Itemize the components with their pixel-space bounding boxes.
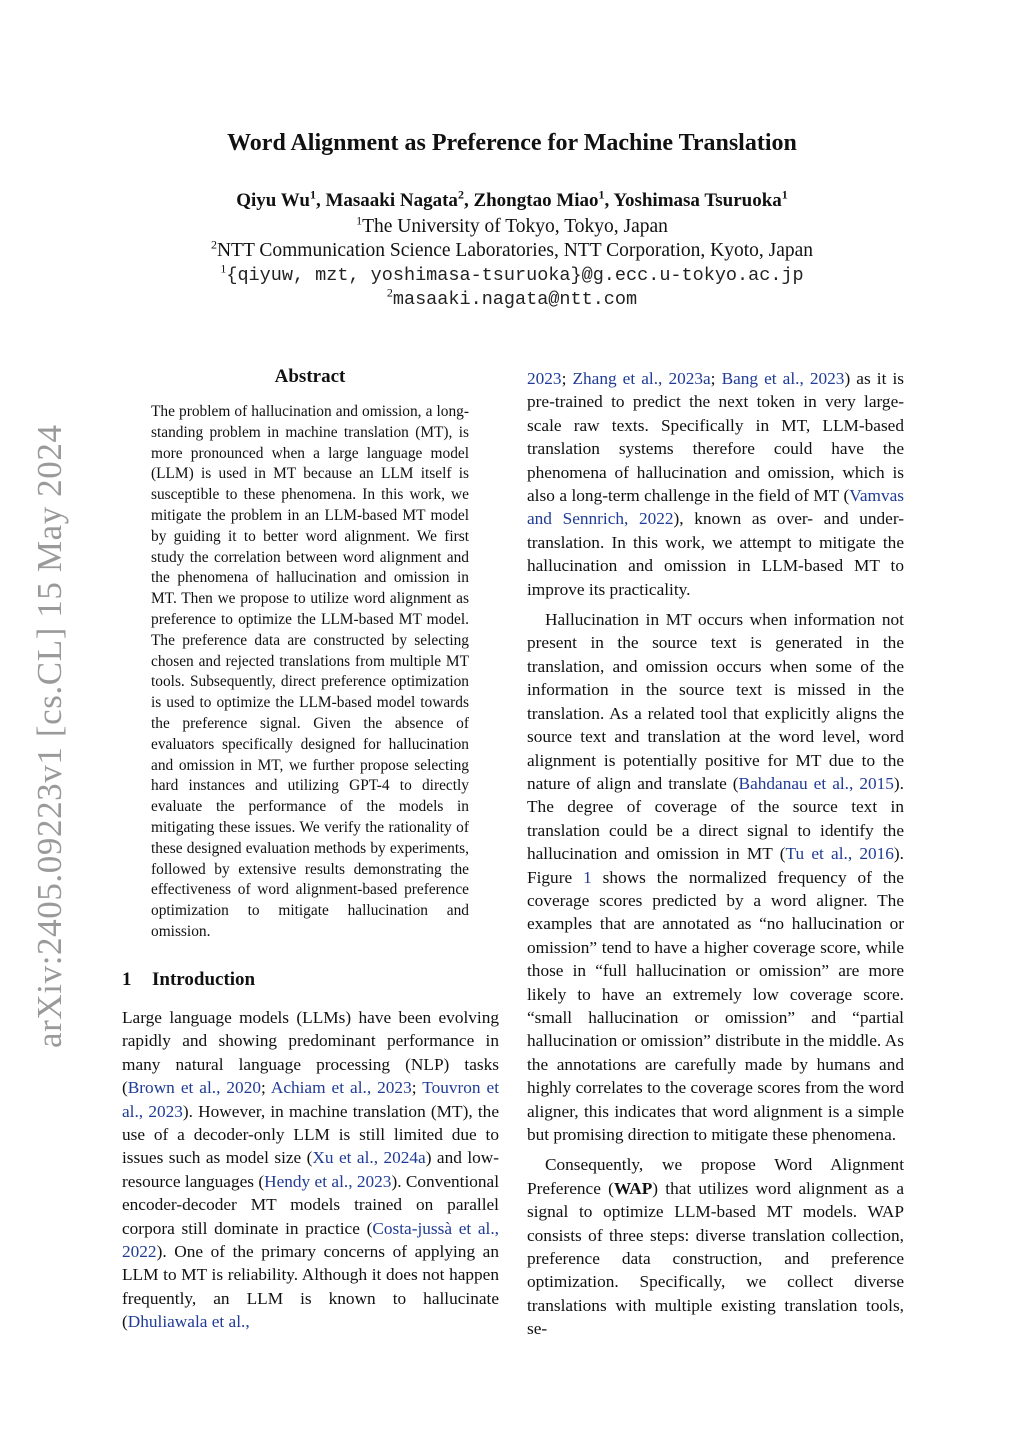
section-number: 1	[122, 969, 132, 990]
right-column-text	[527, 367, 904, 1341]
text-run: ;	[561, 369, 573, 388]
author-affil-mark: 2	[457, 187, 464, 202]
citation-link[interactable]: Vamvas and Sennrich, 2022	[527, 486, 904, 529]
text-run: Large language models (LLMs) have been evolving rapidly and showing predominant performance in many natural language processing (NLP) tasks (	[122, 1008, 499, 1098]
author-affil-mark: 1	[309, 187, 316, 202]
text-run: ;	[411, 1078, 423, 1098]
citation-link[interactable]: Bang et al., 2023	[721, 369, 845, 388]
abstract-heading: Abstract	[274, 366, 346, 387]
text-run: ) and low-resource languages (	[122, 1148, 499, 1191]
affiliation-1	[0, 213, 1024, 238]
email-2	[0, 285, 1024, 310]
paper-title: Word Alignment as Preference for Machine Translation	[227, 130, 797, 156]
text-run: ;	[710, 369, 722, 388]
author-name: Qiyu Wu	[236, 190, 310, 211]
email-text: {qiyuw, mzt, yoshimasa-tsuruoka}@g.ecc.u-tokyo.ac.jp	[226, 265, 804, 286]
citation-link[interactable]: Xu et al., 2024a	[312, 1148, 426, 1168]
text-run: ), known as over- and under-translation. In this work, we attempt to mitigate the hallucination and omission in LLM-based MT to improve its practicality.	[527, 509, 905, 599]
method-acronym: WAP	[613, 1178, 653, 1198]
text-run: Consequently, we propose Word Alignment Preference (	[527, 1155, 904, 1198]
text-run: ) that utilizes word alignment as a signal to optimize LLM-based MT models. WAP consists of three steps: diverse translation collection, preference data construction, and preference optimization. Specifically, we collect diverse translations with multiple existing translation tools, se-	[527, 1178, 904, 1339]
left-column-text	[122, 1006, 499, 1334]
author-list: Qiyu Wu$^1$, Masaaki Nagata$^2$, Zhongtao Miao$^1$, Yoshimasa Tsuruoka$^1$	[236, 187, 788, 211]
citation-link[interactable]: Bahdanau et al., 2015	[738, 773, 894, 793]
author-affil-mark: 1	[598, 187, 605, 202]
citation-link[interactable]: Zhang et al., 2023a	[572, 369, 711, 388]
email-1	[0, 261, 1024, 286]
citation-link[interactable]: Brown et al., 2020	[127, 1078, 261, 1098]
author-name: Zhongtao Miao	[473, 190, 599, 211]
text-run: ). The degree of coverage of the source text in translation could be a direct signal to identify the hallucination and omission in MT (	[527, 773, 904, 864]
citation-link[interactable]: Tu et al., 2016	[785, 844, 894, 864]
text-run: Hallucination in MT occurs when information not present in the source text is generated in the translation, and omission occurs when some of the information in the source text is missed in the translation. As a related tool that explicitly aligns the source text and translation at the word level, word alignment is potentially positive for MT due to the nature of align and translate (	[527, 610, 904, 793]
intro-paragraph-3	[527, 1153, 904, 1340]
figure-ref-link[interactable]: 1	[583, 867, 592, 887]
affil-mark: 2	[210, 237, 217, 252]
text-run: ). One of the primary concerns of applying an LLM to MT is reliability. Although it does not happen frequently, an LLM is known to hallucinate (	[122, 1242, 499, 1332]
affil-mark: 2	[386, 285, 393, 300]
citation-link[interactable]: Dhuliawala et al.,	[127, 1312, 250, 1332]
intro-paragraph-1-continued	[527, 367, 904, 601]
arxiv-sidebar-stamp: arXiv:2405.09223v1 [cs.CL] 15 May 2024	[30, 424, 69, 1048]
text-run: ). However, in machine translation (MT), the use of a decoder-only LLM is still limited due to issues such as model size (	[122, 1101, 499, 1168]
affil-text: NTT Communication Science Laboratories, NTT Corporation, Kyoto, Japan	[216, 240, 814, 261]
section-heading-introduction	[122, 969, 255, 991]
affil-mark: 1	[356, 213, 363, 228]
citation-link[interactable]: Costa-jussà et al., 2022	[122, 1218, 499, 1262]
affil-text: The University of Tokyo, Tokyo, Japan	[362, 216, 668, 237]
email-text: masaaki.nagata@ntt.com	[392, 289, 638, 310]
citation-link[interactable]: Achiam et al., 2023	[270, 1078, 412, 1098]
intro-paragraph-2	[527, 608, 904, 1146]
author-name: Masaaki Nagata	[325, 190, 458, 211]
text-run: shows the normalized frequency of the coverage scores predicted by a word aligner. The examples that are annotated as “no hallucination or omission” tend to have a higher coverage score, while those in “full hallucination or omission” are more likely to have an extremely low coverage score. “small hallucination or omission” and “partial hallucination or omission” distribute in the middle. As the annotations are carefully made by humans and highly correlates to the coverage scores from the word aligner, this indicates that word alignment is a simple but promising direction to mitigate these phenomena.	[527, 867, 904, 1144]
text-run: ). Conventional encoder-decoder MT models trained on parallel corpora still dominate in practice (	[122, 1171, 499, 1238]
citation-link[interactable]: Touvron et al., 2023	[122, 1078, 500, 1121]
author-name: Yoshimasa Tsuruoka	[613, 190, 782, 211]
text-run: ). Figure	[527, 844, 904, 887]
text-run: ;	[260, 1078, 271, 1098]
section-title: Introduction	[152, 969, 256, 990]
abstract-body: The problem of hallucination and omission, a long-standing problem in machine translation (MT), is more pronounced when a large language model (LLM) is used in MT because an LLM itself is susceptible to these phenomena. In this work, we mitigate the problem in an LLM-based MT model by guiding it to better word alignment. We first study the correlation between word alignment and the phenomena of hallucination and omission in MT. Then we propose to utilize word alignment as preference to optimize the LLM-based MT model. The preference data are constructed by selecting chosen and rejected translations from multiple MT tools. Subsequently, direct preference optimization is used to optimize the LLM-based model towards the preference signal. Given the absence of evaluators specifically designed for hallucination and omission in MT, we further propose selecting hard instances and utilizing GPT-4 to directly evaluate the performance of the models in mitigating these issues. We verify the rationality of these designed evaluation methods by experiments, followed by extensive results demonstrating the effectiveness of word alignment-based preference optimization to mitigate hallucination and omission.	[151, 403, 469, 940]
text-run: ) as it is pre-trained to predict the next token in very large-scale raw texts. Specifically in MT, LLM-based translation systems therefore could have the phenomena of hallucination and omission, which is also a long-term challenge in the field of MT (	[527, 369, 904, 506]
intro-paragraph-1	[122, 1006, 499, 1334]
affiliation-2	[0, 237, 1024, 262]
citation-link[interactable]: Hendy et al., 2023	[264, 1171, 392, 1191]
author-affil-mark: 1	[781, 187, 788, 202]
citation-link[interactable]: 2023	[527, 369, 562, 388]
affil-mark: 1	[220, 261, 227, 276]
